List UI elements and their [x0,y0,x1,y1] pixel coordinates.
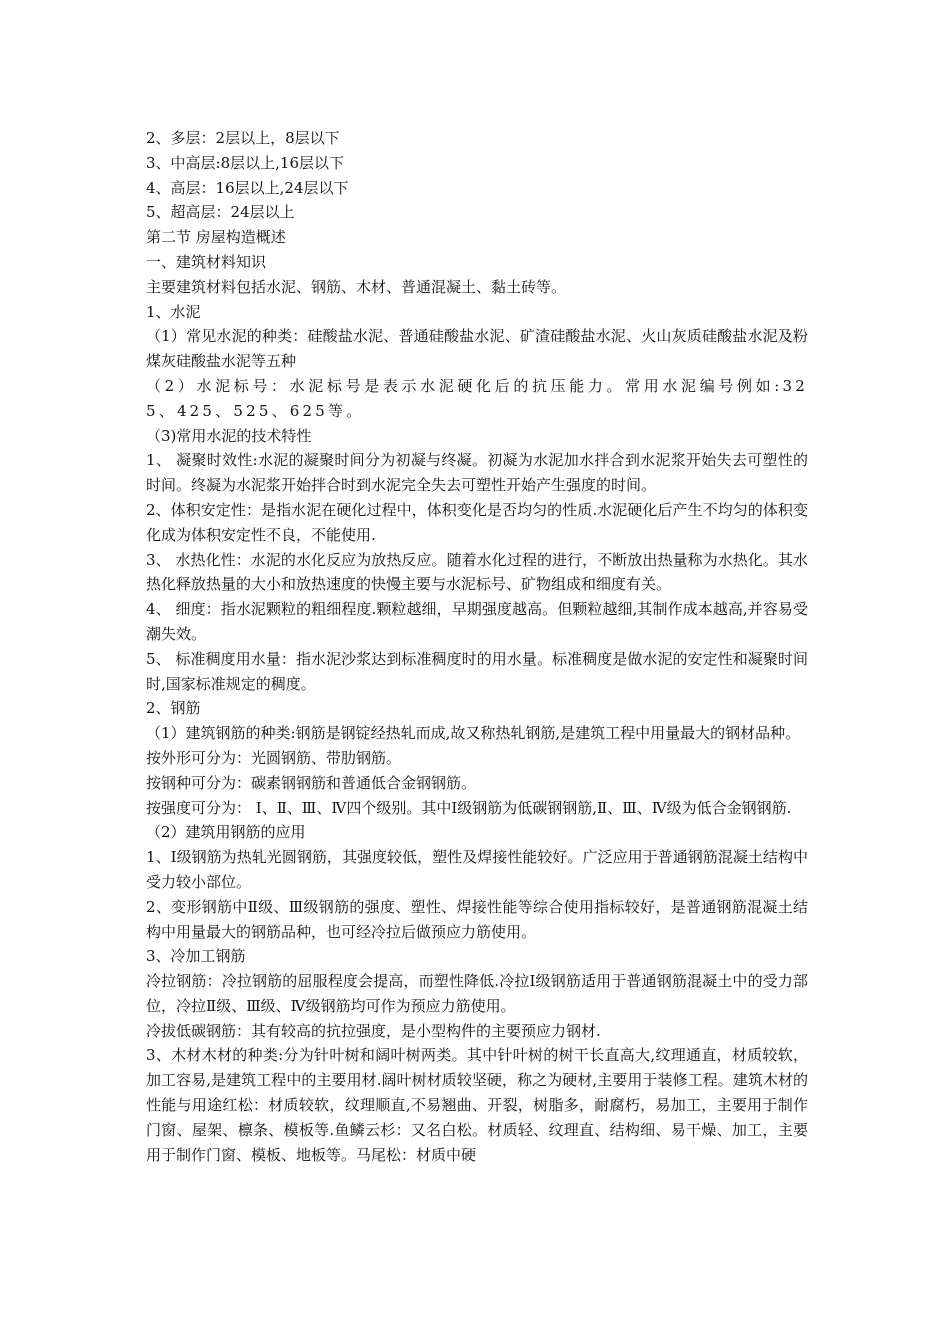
text-line: 5、超高层：24层以上 [146,203,295,222]
paragraph: 按钢种可分为：碳素钢钢筋和普通低合金钢钢筋。 [146,773,477,792]
paragraph: 1、 凝聚时效性:水泥的凝聚时间分为初凝与终凝。初凝为水泥加水拌合到水泥浆开始失去可塑性的时间。终凝为水泥浆开始拌合时到水泥完全失去可塑性开始产生强度的时间。 [146,451,808,495]
paragraph: 按强度可分为： Ⅰ、Ⅱ、Ⅲ、Ⅳ四个级别。其中Ⅰ级钢筋为低碳钢钢筋,Ⅱ、Ⅲ、Ⅳ级为低合金钢钢筋. [146,798,792,817]
paragraph: （2）水泥标号：水泥标号是表示水泥硬化后的抗压能力。常用水泥编号例如:325、425、525、625等。 [146,376,808,420]
paragraph: 按外形可分为：光圆钢筋、带肋钢筋。 [146,748,402,767]
paragraph: 4、 细度：指水泥颗粒的粗细程度.颗粒越细，早期强度越高。但颗粒越细,其制作成本越高,并容易受潮失效。 [146,600,808,643]
paragraph: （1）常见水泥的种类：硅酸盐水泥、普通硅酸盐水泥、矿渣硅酸盐水泥、火山灰质硅酸盐水泥及粉煤灰硅酸盐水泥等五种 [146,327,808,371]
paragraph: 1、Ⅰ级钢筋为热轧光圆钢筋，其强度较低，塑性及焊接性能较好。广泛应用于普通钢筋混凝土结构中受力较小部位。 [146,848,808,891]
paragraph: 2、变形钢筋中Ⅱ级、Ⅲ级钢筋的强度、塑性、焊接性能等综合使用指标较好，是普通钢筋混凝土结构中用量最大的钢筋品种，也可经冷拉后做预应力筋使用。 [146,897,808,941]
paragraph: 3、 水热化性：水泥的水化反应为放热反应。随着水化过程的进行，不断放出热量称为水热化。其水热化释放热量的大小和放热速度的快慢主要与水泥标号、矿物组成和细度有关。 [146,550,808,594]
text-line: 2、多层：2层以上，8层以下 [146,129,340,147]
paragraph: 冷拔低碳钢筋：其有较高的抗拉强度，是小型构件的主要预应力钢材. [146,1021,601,1040]
text-line: 4、高层：16层以上,24层以下 [146,178,349,197]
item-heading: （2）建筑用钢筋的应用 [146,823,306,842]
document-body [146,126,808,1167]
paragraph: 3、木材木材的种类:分为针叶树和阔叶树两类。其中针叶树的树干长直高大,纹理通直，材质较软，加工容易,是建筑工程中的主要用材.阔叶树材质较坚硬，称之为硬材,主要用于装修工程。建筑木材的性能与用途红松：材质较软，纹理顺直,不易翘曲、开裂，树脂多，耐腐朽，易加工，主要用于制作门窗、屋架、檩条、模板等.鱼鳞云杉：又名白松。材质轻、纹理直、结构细、易干燥、加工，主要用于制作门窗、模板、地板等。马尾松：材质中硬 [146,1046,808,1164]
item-heading: 2、钢筋 [146,699,201,718]
paragraph: 5、 标准稠度用水量：指水泥沙浆达到标准稠度时的用水量。标准稠度是做水泥的安定性和凝聚时间时,国家标准规定的稠度。 [146,649,808,693]
paragraph: （1）建筑钢筋的种类:钢筋是钢锭经热轧而成,故又称热轧钢筋,是建筑工程中用量最大的钢材品种。 [146,724,801,743]
paragraph: 主要建筑材料包括水泥、钢筋、木材、普通混凝土、黏土砖等。 [146,277,567,296]
subsection-heading: 一、建筑材料知识 [146,252,267,271]
item-heading: 3、冷加工钢筋 [146,947,246,966]
paragraph: 2、体积安定性：是指水泥在硬化过程中，体积变化是否均匀的性质.水泥硬化后产生不均匀的体积变化成为体积安定性不良，不能使用. [146,500,808,544]
item-heading: 1、水泥 [146,302,201,321]
text-line: 3、中高层:8层以上,16层以下 [146,153,344,172]
section-heading: 第二节 房屋构造概述 [146,228,286,247]
item-heading: （3)常用水泥的技术特性 [146,426,312,445]
paragraph: 冷拉钢筋：冷拉钢筋的屈服程度会提高，而塑性降低.冷拉Ⅰ级钢筋适用于普通钢筋混凝土中的受力部位，冷拉Ⅱ级、Ⅲ级、Ⅳ级钢筋均可作为预应力筋使用。 [146,972,808,1015]
